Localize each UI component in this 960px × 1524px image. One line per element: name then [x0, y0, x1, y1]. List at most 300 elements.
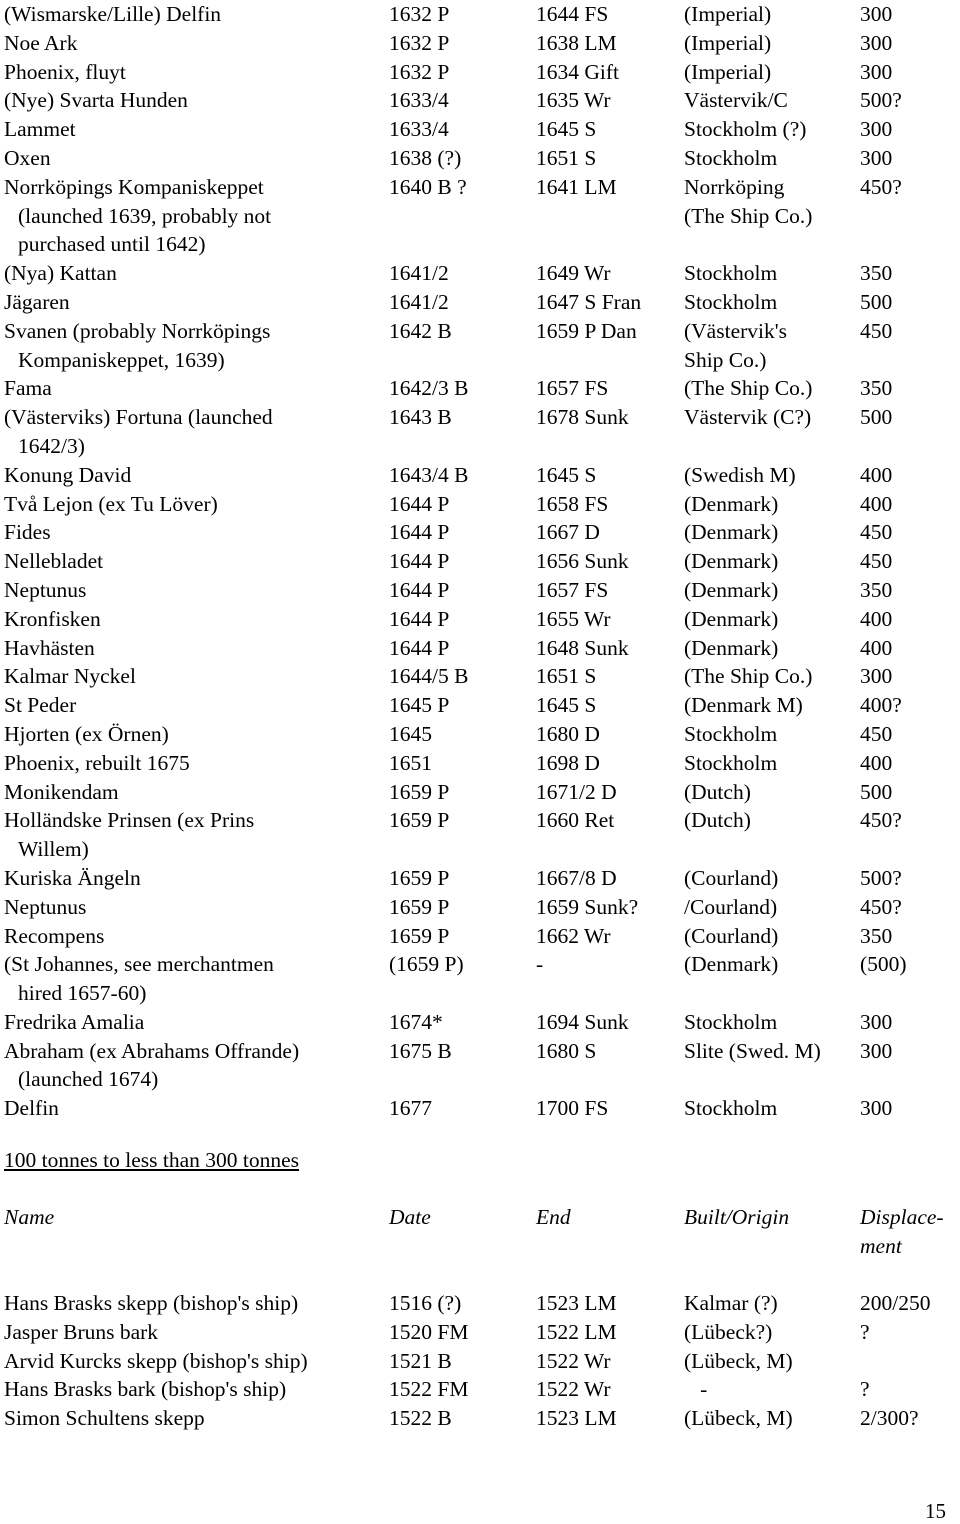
- ship-name: (Nye) Svarta Hunden: [4, 88, 188, 113]
- displacement-cell: 400: [860, 491, 893, 516]
- displacement-cell: 300: [860, 2, 893, 26]
- end-cell: 1645 S: [536, 462, 597, 487]
- built-origin-cell: [684, 662, 812, 691]
- table-row: [4, 749, 954, 778]
- table-row: [4, 317, 954, 375]
- table-row: [4, 576, 954, 605]
- table-row: [4, 547, 954, 576]
- table-row: [4, 691, 954, 720]
- built-origin-cell: [684, 1318, 772, 1347]
- section-title: 100 tonnes to less than 300 tonnes: [4, 1148, 300, 1172]
- built-origin: Stockholm: [684, 750, 778, 775]
- header-date: Date: [389, 1205, 431, 1229]
- built-origin: Norrköping: [684, 174, 785, 199]
- built-origin-cell: [684, 144, 777, 173]
- ship-name: Monikendam: [4, 779, 119, 804]
- date-cell: 1644 P: [389, 491, 450, 516]
- ship-name-cell: [4, 173, 384, 259]
- header-name: Name: [4, 1205, 55, 1229]
- date-cell: 1632 P: [389, 2, 450, 26]
- ship-name: Abraham (ex Abrahams Offrande): [4, 1038, 300, 1063]
- ship-name: St Peder: [4, 693, 77, 718]
- ship-name: (Wismarske/Lille) Delfin: [4, 2, 222, 26]
- table-row: [4, 461, 954, 490]
- date-cell: 1659 P: [389, 894, 450, 919]
- date-cell: (1659 P): [389, 952, 464, 977]
- table-row: [4, 1347, 954, 1376]
- table-row: [4, 720, 954, 749]
- ship-name-continued: hired 1657-60): [18, 981, 147, 1006]
- date-cell: 1659 P: [389, 865, 450, 890]
- date-cell: 1659 P: [389, 808, 450, 833]
- built-origin-cell: [684, 1037, 821, 1066]
- displacement-cell: 450: [860, 318, 893, 343]
- ship-name: Holländske Prinsen (ex Prins: [4, 808, 255, 833]
- end-cell: 1700 FS: [536, 1096, 609, 1121]
- displacement-cell: 300: [860, 1038, 893, 1063]
- displacement-cell: 400: [860, 750, 893, 775]
- ship-name: Lammet: [4, 117, 76, 142]
- displacement-cell: 500?: [860, 865, 902, 890]
- displacement-cell: 450?: [860, 174, 902, 199]
- built-origin: (Courland): [684, 923, 779, 948]
- date-cell: 1633/4: [389, 88, 449, 113]
- ship-table-100-300: [4, 1289, 954, 1433]
- displacement-cell: 500: [860, 289, 893, 314]
- header-end: End: [536, 1205, 571, 1229]
- end-cell: 1645 S: [536, 117, 597, 142]
- end-cell: 1635 Wr: [536, 88, 611, 113]
- ship-name-cell: [4, 518, 384, 547]
- displacement-cell: 400?: [860, 693, 902, 718]
- built-origin-cell: [684, 374, 812, 403]
- date-cell: 1644/5 B: [389, 664, 469, 689]
- table-row: [4, 374, 954, 403]
- ship-name: (Västerviks) Fortuna (launched: [4, 405, 273, 430]
- ship-name-cell: [4, 1318, 384, 1347]
- built-origin: Stockholm: [684, 721, 778, 746]
- table-row: [4, 86, 954, 115]
- table-row: [4, 1318, 954, 1347]
- table-row: [4, 864, 954, 893]
- ship-name: Fredrika Amalia: [4, 1009, 145, 1034]
- end-cell: 1659 Sunk?: [536, 894, 639, 919]
- built-origin-cell: [684, 893, 777, 922]
- table-row: [4, 634, 954, 663]
- date-cell: 1659 P: [389, 779, 450, 804]
- built-origin-cell: [684, 605, 778, 634]
- built-origin: /Courland): [684, 894, 778, 919]
- ship-name-continued: purchased until 1642): [18, 232, 206, 257]
- ship-name: Recompens: [4, 923, 105, 948]
- table-row: [4, 806, 954, 864]
- built-origin-cell: [684, 115, 806, 144]
- table-row: [4, 1094, 954, 1123]
- table-row: [4, 115, 954, 144]
- built-origin: (Imperial): [684, 2, 772, 26]
- built-origin: Stockholm: [684, 261, 778, 286]
- built-origin-cell: [684, 1375, 707, 1404]
- date-cell: 1633/4: [389, 117, 449, 142]
- ship-name-cell: [4, 605, 384, 634]
- displacement-cell: 500: [860, 779, 893, 804]
- built-origin: (Denmark M): [684, 693, 803, 718]
- ship-name-cell: [4, 259, 384, 288]
- page-number: 15: [925, 1499, 946, 1523]
- ship-name: Neptunus: [4, 894, 87, 919]
- ship-name-cell: [4, 749, 384, 778]
- date-cell: 1643/4 B: [389, 462, 469, 487]
- ship-name-cell: [4, 374, 384, 403]
- table-row: [4, 1375, 954, 1404]
- date-cell: 1632 P: [389, 59, 450, 84]
- table-row: [4, 950, 954, 1008]
- built-origin: Slite (Swed. M): [684, 1038, 821, 1063]
- date-cell: 1643 B: [389, 405, 452, 430]
- ship-name: Simon Schultens skepp: [4, 1406, 205, 1431]
- built-origin: (The Ship Co.): [684, 664, 813, 689]
- end-cell: 1694 Sunk: [536, 1009, 629, 1034]
- ship-name-cell: [4, 461, 384, 490]
- end-cell: 1660 Ret: [536, 808, 615, 833]
- built-origin-cell: [684, 778, 751, 807]
- table-row: [4, 29, 954, 58]
- built-origin-cell: [684, 576, 778, 605]
- ship-name: Kuriska Ängeln: [4, 865, 141, 890]
- built-origin: (Denmark): [684, 635, 779, 660]
- table-row: [4, 0, 954, 29]
- built-origin: (Denmark): [684, 577, 779, 602]
- displacement-cell: 500: [860, 405, 893, 430]
- built-origin-cell: [684, 1404, 793, 1433]
- end-cell: 1523 LM: [536, 1406, 617, 1431]
- date-cell: 1522 FM: [389, 1377, 469, 1402]
- built-origin-continued: (The Ship Co.): [684, 203, 813, 228]
- end-cell: 1522 Wr: [536, 1377, 611, 1402]
- date-cell: 1522 B: [389, 1406, 452, 1431]
- table-row: [4, 605, 954, 634]
- ship-name-cell: [4, 720, 384, 749]
- table-row: [4, 58, 954, 87]
- built-origin: (Lübeck?): [684, 1319, 773, 1344]
- ship-name-cell: [4, 1008, 384, 1037]
- date-cell: 1651: [389, 750, 432, 775]
- column-header-row: [4, 1203, 954, 1263]
- built-origin-cell: [684, 518, 778, 547]
- displacement-cell: 300: [860, 145, 893, 170]
- table-row: [4, 144, 954, 173]
- ship-name-cell: [4, 806, 384, 864]
- table-row: [4, 922, 954, 951]
- ship-name-cell: [4, 1289, 384, 1318]
- table-row: [4, 259, 954, 288]
- date-cell: 1674*: [389, 1009, 443, 1034]
- end-cell: 1641 LM: [536, 174, 617, 199]
- built-origin-cell: [684, 317, 787, 375]
- built-origin-cell: [684, 950, 778, 979]
- end-cell: 1644 FS: [536, 2, 609, 26]
- date-cell: 1632 P: [389, 30, 450, 55]
- built-origin-cell: [684, 634, 778, 663]
- ship-name-cell: [4, 86, 384, 115]
- end-cell: 1522 Wr: [536, 1348, 611, 1373]
- ship-name-cell: [4, 58, 384, 87]
- displacement-cell: 300: [860, 1009, 893, 1034]
- displacement-cell: 400: [860, 635, 893, 660]
- built-origin: (Denmark): [684, 491, 779, 516]
- ship-name: Hjorten (ex Örnen): [4, 721, 169, 746]
- built-origin: Stockholm (?): [684, 117, 807, 142]
- date-cell: 1521 B: [389, 1348, 452, 1373]
- ship-name-continued: 1642/3): [18, 433, 85, 458]
- built-origin: (Courland): [684, 865, 779, 890]
- date-cell: 1677: [389, 1096, 432, 1121]
- built-origin: (Västervik's: [684, 318, 787, 343]
- ship-name-cell: [4, 778, 384, 807]
- ship-name-cell: [4, 1375, 384, 1404]
- date-cell: 1675 B: [389, 1038, 452, 1063]
- built-origin: (Imperial): [684, 59, 772, 84]
- displacement-cell: 450?: [860, 808, 902, 833]
- ship-name-cell: [4, 29, 384, 58]
- end-cell: 1658 FS: [536, 491, 609, 516]
- table-row: [4, 662, 954, 691]
- end-cell: 1655 Wr: [536, 606, 611, 631]
- built-origin-cell: [684, 259, 777, 288]
- built-origin: Stockholm: [684, 1096, 778, 1121]
- displacement-cell: ?: [860, 1319, 870, 1344]
- ship-name-continued: Kompaniskeppet, 1639): [18, 347, 225, 372]
- built-origin-cell: [684, 0, 771, 29]
- ship-name: Oxen: [4, 145, 51, 170]
- ship-name: Phoenix, fluyt: [4, 59, 126, 84]
- displacement-cell: 450: [860, 549, 893, 574]
- date-cell: 1644 P: [389, 520, 450, 545]
- built-origin-cell: [684, 749, 777, 778]
- date-cell: 1644 P: [389, 606, 450, 631]
- date-cell: 1642 B: [389, 318, 452, 343]
- ship-name: Nellebladet: [4, 549, 104, 574]
- header-displacement: [860, 1203, 944, 1261]
- built-origin-cell: [684, 720, 777, 749]
- ship-name-cell: [4, 403, 384, 461]
- table-row: [4, 518, 954, 547]
- table-row: [4, 173, 954, 259]
- ship-name-cell: [4, 1347, 384, 1376]
- built-origin-cell: [684, 1347, 793, 1376]
- ship-name-cell: [4, 288, 384, 317]
- date-cell: 1641/2: [389, 289, 449, 314]
- end-cell: 1523 LM: [536, 1291, 617, 1315]
- ship-name-continued: (launched 1674): [18, 1067, 159, 1092]
- ship-name: Hans Brasks skepp (bishop's ship): [4, 1291, 299, 1315]
- built-origin-cell: [684, 691, 803, 720]
- displacement-cell: 300: [860, 117, 893, 142]
- date-cell: 1638 (?): [389, 145, 462, 170]
- date-cell: 1516 (?): [389, 1291, 462, 1315]
- displacement-cell: 450: [860, 721, 893, 746]
- displacement-cell: 400: [860, 606, 893, 631]
- ship-name: Kalmar Nyckel: [4, 664, 136, 689]
- ship-name-cell: [4, 547, 384, 576]
- ship-name: Två Lejon (ex Tu Löver): [4, 491, 218, 516]
- end-cell: 1678 Sunk: [536, 405, 629, 430]
- table-row: [4, 490, 954, 519]
- end-cell: 1657 FS: [536, 376, 609, 401]
- displacement-cell: 300: [860, 30, 893, 55]
- built-origin: Stockholm: [684, 145, 778, 170]
- ship-name: Konung David: [4, 462, 132, 487]
- date-cell: 1641/2: [389, 261, 449, 286]
- end-cell: 1667/8 D: [536, 865, 617, 890]
- built-origin: (Dutch): [684, 779, 751, 804]
- ship-name: Arvid Kurcks skepp (bishop's ship): [4, 1348, 308, 1373]
- ship-name-cell: [4, 634, 384, 663]
- end-cell: 1659 P Dan: [536, 318, 637, 343]
- built-origin-cell: [684, 1094, 777, 1123]
- ship-name: Jasper Bruns bark: [4, 1319, 159, 1344]
- ship-name-continued: Willem): [18, 837, 89, 862]
- end-cell: 1649 Wr: [536, 261, 611, 286]
- end-cell: 1634 Gift: [536, 59, 620, 84]
- ship-name-cell: [4, 576, 384, 605]
- built-origin-cell: [684, 547, 778, 576]
- displacement-cell: 350: [860, 376, 893, 401]
- built-origin: Kalmar (?): [684, 1291, 778, 1315]
- ship-name-cell: [4, 864, 384, 893]
- ship-name: Svanen (probably Norrköpings: [4, 318, 271, 343]
- built-origin: (Denmark): [684, 520, 779, 545]
- table-row: [4, 893, 954, 922]
- ship-name: Noe Ark: [4, 30, 78, 55]
- ship-name-cell: [4, 662, 384, 691]
- ship-name-cell: [4, 0, 384, 29]
- built-origin-continued: Ship Co.): [684, 347, 767, 372]
- ship-name-cell: [4, 1094, 384, 1123]
- ship-name: Fama: [4, 376, 52, 401]
- displacement-cell: 350: [860, 923, 893, 948]
- ship-name: Jägaren: [4, 289, 70, 314]
- end-cell: 1680 D: [536, 721, 600, 746]
- end-cell: 1647 S Fran: [536, 289, 642, 314]
- ship-name: Hans Brasks bark (bishop's ship): [4, 1377, 287, 1402]
- ship-name: Delfin: [4, 1096, 59, 1121]
- displacement-cell: 500?: [860, 88, 902, 113]
- end-cell: -: [536, 952, 544, 977]
- built-origin: (Lübeck, M): [684, 1406, 793, 1431]
- built-origin-cell: [684, 1289, 778, 1318]
- table-row: [4, 1037, 954, 1095]
- built-origin: (Dutch): [684, 808, 751, 833]
- table-row: [4, 403, 954, 461]
- end-cell: 1657 FS: [536, 577, 609, 602]
- displacement-cell: 300: [860, 59, 893, 84]
- built-origin-cell: [684, 86, 788, 115]
- date-cell: 1642/3 B: [389, 376, 469, 401]
- ship-name-cell: [4, 893, 384, 922]
- ship-name-cell: [4, 115, 384, 144]
- built-origin-cell: [684, 806, 751, 835]
- ship-name: Neptunus: [4, 577, 87, 602]
- built-origin-cell: [684, 864, 778, 893]
- built-origin-cell: [684, 29, 771, 58]
- displacement-cell: 450?: [860, 894, 902, 919]
- end-cell: 1651 S: [536, 145, 597, 170]
- built-origin: -: [684, 1377, 708, 1402]
- ship-name-cell: [4, 1037, 384, 1095]
- end-cell: 1645 S: [536, 693, 597, 718]
- table-row: [4, 1404, 954, 1433]
- date-cell: 1640 B ?: [389, 174, 467, 199]
- built-origin: Stockholm: [684, 1009, 778, 1034]
- date-cell: 1644 P: [389, 549, 450, 574]
- built-origin: (Swedish M): [684, 462, 796, 487]
- ship-name: (Nya) Kattan: [4, 261, 117, 286]
- built-origin-cell: [684, 490, 778, 519]
- ship-name-cell: [4, 317, 384, 375]
- built-origin-cell: [684, 288, 777, 317]
- header-displacement-line1: Displace-: [860, 1205, 944, 1229]
- displacement-cell: 350: [860, 261, 893, 286]
- table-row: [4, 288, 954, 317]
- built-origin: (Denmark): [684, 549, 779, 574]
- displacement-cell: 2/300?: [860, 1406, 919, 1431]
- built-origin: Västervik/C: [684, 88, 788, 113]
- date-cell: 1659 P: [389, 923, 450, 948]
- end-cell: 1698 D: [536, 750, 600, 775]
- displacement-cell: 450: [860, 520, 893, 545]
- end-cell: 1671/2 D: [536, 779, 617, 804]
- date-cell: 1645 P: [389, 693, 450, 718]
- built-origin-cell: [684, 173, 812, 231]
- ship-name-cell: [4, 490, 384, 519]
- end-cell: 1651 S: [536, 664, 597, 689]
- displacement-cell: ?: [860, 1377, 870, 1402]
- built-origin-cell: [684, 922, 778, 951]
- ship-name: (St Johannes, see merchantmen: [4, 952, 274, 977]
- end-cell: 1638 LM: [536, 30, 617, 55]
- built-origin-cell: [684, 1008, 777, 1037]
- header-displacement-line2: ment: [860, 1233, 902, 1258]
- ship-name-continued: (launched 1639, probably not: [18, 203, 272, 228]
- displacement-cell: 350: [860, 577, 893, 602]
- built-origin: (Imperial): [684, 30, 772, 55]
- table-row: [4, 778, 954, 807]
- table-row: [4, 1008, 954, 1037]
- end-cell: 1680 S: [536, 1038, 597, 1063]
- ship-name-cell: [4, 144, 384, 173]
- ship-table-300-plus: [4, 0, 954, 1123]
- header-built-origin: Built/Origin: [684, 1205, 790, 1229]
- ship-name: Fides: [4, 520, 51, 545]
- ship-name: Kronfisken: [4, 606, 101, 631]
- built-origin: (Lübeck, M): [684, 1348, 793, 1373]
- end-cell: 1648 Sunk: [536, 635, 629, 660]
- ship-name: Phoenix, rebuilt 1675: [4, 750, 190, 775]
- end-cell: 1667 D: [536, 520, 600, 545]
- ship-name: Havhästen: [4, 635, 95, 660]
- ship-name-cell: [4, 950, 384, 1008]
- displacement-cell: 300: [860, 1096, 893, 1121]
- built-origin: (Denmark): [684, 952, 779, 977]
- displacement-cell: 300: [860, 664, 893, 689]
- date-cell: 1644 P: [389, 577, 450, 602]
- ship-name-cell: [4, 922, 384, 951]
- built-origin-cell: [684, 58, 771, 87]
- ship-name: Norrköpings Kompaniskeppet: [4, 174, 264, 199]
- built-origin: Stockholm: [684, 289, 778, 314]
- displacement-cell: (500): [860, 952, 907, 977]
